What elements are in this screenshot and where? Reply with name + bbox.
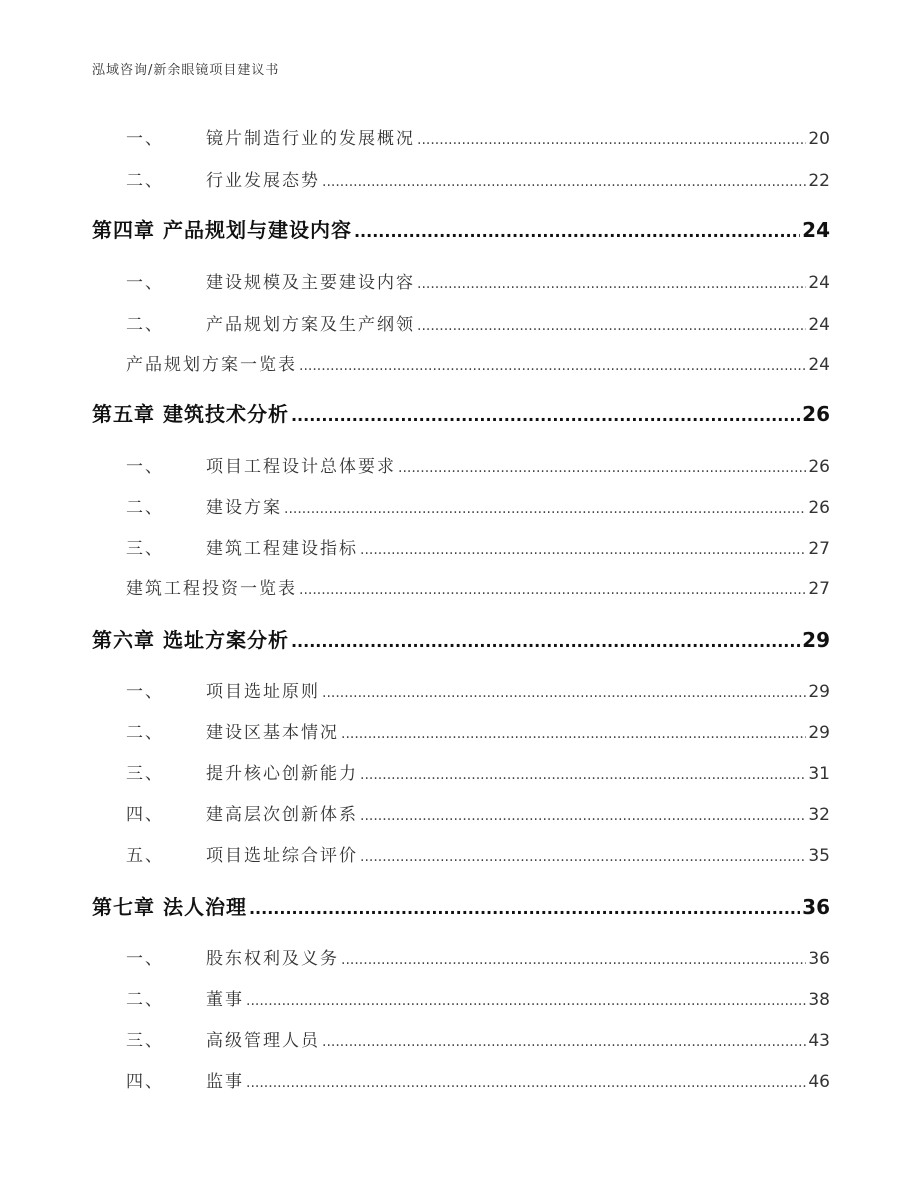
toc-dot-leader — [299, 358, 806, 374]
toc-entry-title — [92, 214, 352, 243]
toc-entry-title — [126, 493, 282, 518]
toc-dot-leader — [360, 767, 806, 783]
toc-entry-title — [126, 310, 415, 335]
toc-chapter-row[interactable] — [92, 214, 830, 243]
toc-entry-number: 二、 — [126, 990, 164, 1010]
toc-entry-title — [126, 1026, 320, 1051]
toc-section-row[interactable] — [92, 677, 830, 702]
toc-entry-label: 第五章 建筑技术分析 — [92, 402, 289, 426]
toc-entry-title — [126, 985, 244, 1010]
toc-page-number: 27 — [808, 579, 830, 599]
toc-section-row[interactable] — [92, 534, 830, 559]
toc-entry-label: 建筑工程建设指标 — [206, 539, 358, 559]
toc-entry-number: 一、 — [126, 949, 164, 969]
toc-dot-leader — [360, 542, 806, 558]
toc-entry-title — [126, 534, 358, 559]
toc-entry-label: 第六章 选址方案分析 — [92, 628, 289, 652]
toc-dot-leader — [417, 132, 806, 148]
toc-page-number: 26 — [808, 498, 830, 518]
toc-page-number: 32 — [808, 805, 830, 825]
toc-section-row[interactable] — [92, 718, 830, 743]
toc-entry-title — [126, 574, 297, 599]
toc-dot-leader — [341, 952, 806, 968]
toc-dot-leader — [249, 899, 800, 918]
toc-dot-leader — [291, 632, 800, 651]
toc-dot-leader — [299, 582, 806, 598]
toc-entry-number: 二、 — [126, 171, 164, 191]
toc-entry-label: 高级管理人员 — [206, 1031, 320, 1051]
toc-entry-number: 三、 — [126, 764, 164, 784]
toc-dot-leader — [417, 318, 806, 334]
toc-entry-label: 建高层次创新体系 — [206, 805, 358, 825]
toc-entry-number: 一、 — [126, 273, 164, 293]
toc-entry-number: 三、 — [126, 539, 164, 559]
toc-entry-title — [126, 350, 297, 375]
toc-page-number: 24 — [808, 315, 830, 335]
toc-section-row[interactable] — [92, 268, 830, 293]
toc-entry-title — [126, 268, 415, 293]
toc-entry-number: 一、 — [126, 682, 164, 702]
toc-page-number: 29 — [808, 723, 830, 743]
toc-entry-title — [126, 452, 396, 477]
toc-entry-title — [126, 759, 358, 784]
toc-page-number: 27 — [808, 539, 830, 559]
toc-entry-label: 监事 — [206, 1072, 244, 1092]
toc-page-number: 29 — [802, 628, 830, 652]
toc-section-row[interactable] — [92, 166, 830, 191]
toc-section-row[interactable] — [92, 841, 830, 866]
toc-entry-title — [126, 718, 339, 743]
toc-dot-leader — [322, 685, 806, 701]
toc-page-number: 36 — [802, 895, 830, 919]
toc-section-row[interactable] — [92, 985, 830, 1010]
toc-entry-number: 五、 — [126, 846, 164, 866]
toc-dot-leader — [354, 222, 800, 241]
toc-entry-label: 提升核心创新能力 — [206, 764, 358, 784]
toc-entry-title — [92, 891, 247, 920]
toc-entry-label: 第四章 产品规划与建设内容 — [92, 218, 352, 242]
toc-section-row[interactable] — [92, 124, 830, 149]
toc-entry-label: 董事 — [206, 990, 244, 1010]
toc-entry-label: 镜片制造行业的发展概况 — [206, 129, 415, 149]
toc-entry-label: 第七章 法人治理 — [92, 895, 247, 919]
toc-entry-label: 项目选址综合评价 — [206, 846, 358, 866]
toc-page-number: 22 — [808, 171, 830, 191]
toc-section-row[interactable] — [92, 1067, 830, 1092]
toc-dot-leader — [398, 460, 806, 476]
toc-entry-title — [126, 166, 320, 191]
toc-dot-leader — [291, 406, 800, 425]
toc-page-number: 26 — [802, 402, 830, 426]
toc-entry-label: 产品规划方案及生产纲领 — [206, 315, 415, 335]
toc-dot-leader — [322, 1034, 806, 1050]
toc-entry-title — [92, 624, 289, 653]
toc-entry-number: 二、 — [126, 315, 164, 335]
toc-entry-title — [126, 677, 320, 702]
toc-page-number: 20 — [808, 129, 830, 149]
toc-entry-label: 股东权利及义务 — [206, 949, 339, 969]
toc-page-number: 46 — [808, 1072, 830, 1092]
toc-entry-title — [126, 944, 339, 969]
toc-entry-label: 产品规划方案一览表 — [126, 355, 297, 375]
toc-page-number: 26 — [808, 457, 830, 477]
toc-entry-number: 二、 — [126, 723, 164, 743]
toc-dot-leader — [417, 276, 806, 292]
toc-page-number: 29 — [808, 682, 830, 702]
toc-page-number: 24 — [808, 355, 830, 375]
toc-chapter-row[interactable] — [92, 891, 830, 920]
toc-section-row[interactable] — [92, 800, 830, 825]
toc-section-row[interactable] — [92, 574, 830, 599]
toc-chapter-row[interactable] — [92, 398, 830, 427]
toc-dot-leader — [284, 501, 806, 517]
toc-entry-label: 行业发展态势 — [206, 171, 320, 191]
toc-entry-title — [126, 1067, 244, 1092]
toc-entry-title — [126, 800, 358, 825]
toc-page-number: 43 — [808, 1031, 830, 1051]
toc-dot-leader — [246, 993, 806, 1009]
toc-entry-title — [92, 398, 289, 427]
toc-entry-number: 四、 — [126, 805, 164, 825]
toc-section-row[interactable] — [92, 350, 830, 375]
toc-entry-title — [126, 841, 358, 866]
toc-section-row[interactable] — [92, 452, 830, 477]
toc-entry-number: 四、 — [126, 1072, 164, 1092]
toc-section-row[interactable] — [92, 759, 830, 784]
toc-page-number: 36 — [808, 949, 830, 969]
toc-entry-label: 项目工程设计总体要求 — [206, 457, 396, 477]
toc-page-number: 24 — [808, 273, 830, 293]
page-header: 泓域咨询/新余眼镜项目建议书 — [92, 63, 280, 78]
toc-section-row[interactable] — [92, 1026, 830, 1051]
toc-entry-number: 三、 — [126, 1031, 164, 1051]
toc-section-row[interactable] — [92, 310, 830, 335]
toc-dot-leader — [322, 174, 806, 190]
toc-entry-number: 一、 — [126, 129, 164, 149]
toc-entry-label: 建设规模及主要建设内容 — [206, 273, 415, 293]
toc-entry-label: 建设区基本情况 — [206, 723, 339, 743]
toc-entry-label: 建设方案 — [206, 498, 282, 518]
toc-entry-label: 项目选址原则 — [206, 682, 320, 702]
toc-entry-number: 二、 — [126, 498, 164, 518]
toc-entry-label: 建筑工程投资一览表 — [126, 579, 297, 599]
toc-section-row[interactable] — [92, 493, 830, 518]
toc-dot-leader — [360, 849, 806, 865]
toc-entry-title — [126, 124, 415, 149]
toc-dot-leader — [246, 1075, 806, 1091]
toc-section-row[interactable] — [92, 944, 830, 969]
toc-entry-number: 一、 — [126, 457, 164, 477]
toc-page-number: 24 — [802, 218, 830, 242]
toc-dot-leader — [360, 808, 806, 824]
toc-page-number: 35 — [808, 846, 830, 866]
toc-dot-leader — [341, 726, 806, 742]
toc-page-number: 31 — [808, 764, 830, 784]
toc-chapter-row[interactable] — [92, 624, 830, 653]
toc-page-number: 38 — [808, 990, 830, 1010]
